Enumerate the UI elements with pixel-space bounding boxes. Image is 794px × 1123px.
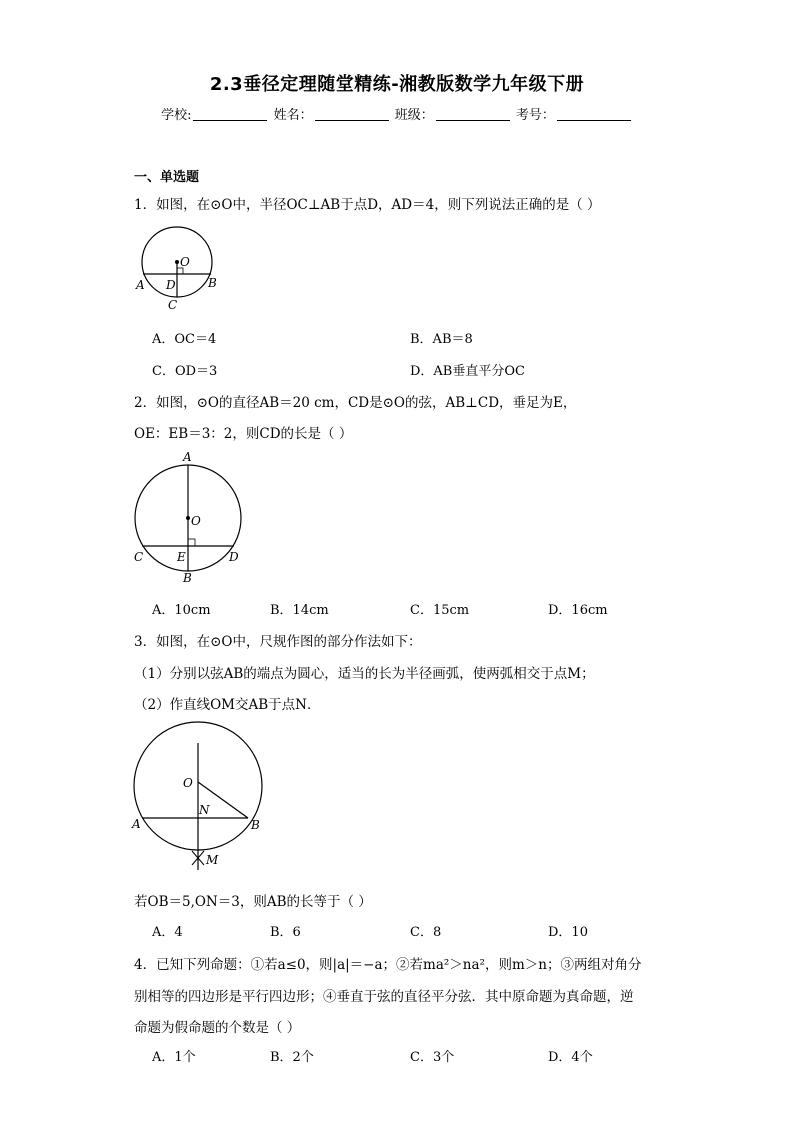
- q1-option-a[interactable]: A．OC＝4: [152, 332, 217, 347]
- question-3-figure: [128, 715, 268, 875]
- q3-option-a[interactable]: A．4: [152, 925, 183, 940]
- question-4-line-1: 4．已知下列命题：①若a≤0，则|a|＝−a；②若ma²＞na²，则m＞n；③两组对角分: [134, 957, 642, 973]
- label-d: D: [166, 278, 176, 292]
- q2-option-a[interactable]: A．10cm: [152, 603, 211, 618]
- q3-option-d[interactable]: D．10: [548, 925, 588, 940]
- school-blank[interactable]: [193, 107, 267, 121]
- center-dot: [175, 260, 179, 264]
- q2-option-c[interactable]: C．15cm: [410, 603, 470, 618]
- question-4-line-3: 命题为假命题的个数是（ ）: [134, 1020, 301, 1036]
- label-o: O: [183, 776, 193, 790]
- q4-option-b[interactable]: B．2个: [270, 1050, 314, 1065]
- label-b: B: [251, 818, 260, 832]
- page-title: 2.3垂径定理随堂精练-湘教版数学九年级下册: [209, 74, 585, 95]
- label-n: N: [199, 803, 210, 817]
- label-c: C: [134, 550, 144, 564]
- label-e: E: [177, 550, 186, 564]
- question-3-question: 若OB＝5,ON＝3，则AB的长等于（ ）: [134, 894, 372, 910]
- class-blank[interactable]: [436, 107, 510, 121]
- q1-option-b[interactable]: B．AB＝8: [410, 332, 473, 347]
- name-label: 姓名：: [273, 108, 313, 123]
- label-o: O: [191, 514, 201, 528]
- question-3-line-3: （2）作直线OM交AB于点N．: [134, 697, 321, 713]
- label-o: O: [180, 255, 190, 269]
- q2-option-d[interactable]: D．16cm: [548, 603, 608, 618]
- question-4-line-2: 别相等的四边形是平行四边形；④垂直于弦的直径平分弦．其中原命题为真命题，逆: [134, 989, 634, 1005]
- class-label: 班级：: [394, 108, 434, 123]
- question-2-line-1: 2．如图，⊙O的直径AB＝20 cm，CD是⊙O的弦，AB⊥CD，垂足为E，: [134, 395, 577, 411]
- right-angle-mark: [188, 539, 195, 546]
- label-a: A: [183, 450, 192, 464]
- question-2-figure: [128, 448, 248, 588]
- question-2-line-2: OE：EB＝3：2，则CD的长是（ ）: [134, 426, 353, 442]
- q3-option-b[interactable]: B．6: [270, 925, 301, 940]
- number-label: 考号：: [515, 108, 555, 123]
- center-dot: [186, 516, 190, 520]
- label-d: D: [229, 550, 239, 564]
- q1-option-c[interactable]: C．OD＝3: [152, 364, 218, 379]
- q4-option-a[interactable]: A．1个: [152, 1050, 196, 1065]
- question-1-figure: [130, 222, 230, 317]
- q4-option-c[interactable]: C．3个: [410, 1050, 455, 1065]
- section-heading: 一、单选题: [134, 170, 200, 185]
- label-b: B: [183, 571, 192, 585]
- school-label: 学校:: [161, 108, 192, 123]
- number-blank[interactable]: [557, 107, 631, 121]
- name-blank[interactable]: [315, 107, 389, 121]
- question-3-line-2: （1）分别以弦AB的端点为圆心，适当的长为半径画弧，使两弧相交于点M；: [134, 666, 595, 682]
- q3-option-c[interactable]: C．8: [410, 925, 442, 940]
- q1-option-d[interactable]: D．AB垂直平分OC: [410, 364, 525, 379]
- label-a: A: [132, 817, 141, 831]
- label-m: M: [206, 853, 219, 867]
- label-a: A: [136, 278, 145, 292]
- q2-option-b[interactable]: B．14cm: [270, 603, 329, 618]
- question-1-text: 1．如图，在⊙O中，半径OC⊥AB于点D，AD＝4，则下列说法正确的是（ ）: [134, 197, 601, 213]
- label-b: B: [208, 276, 217, 290]
- q4-option-d[interactable]: D．4个: [548, 1050, 593, 1065]
- label-c: C: [168, 298, 178, 312]
- student-info-line: [0, 104, 794, 123]
- question-3-line-1: 3．如图，在⊙O中，尺规作图的部分作法如下：: [134, 634, 422, 650]
